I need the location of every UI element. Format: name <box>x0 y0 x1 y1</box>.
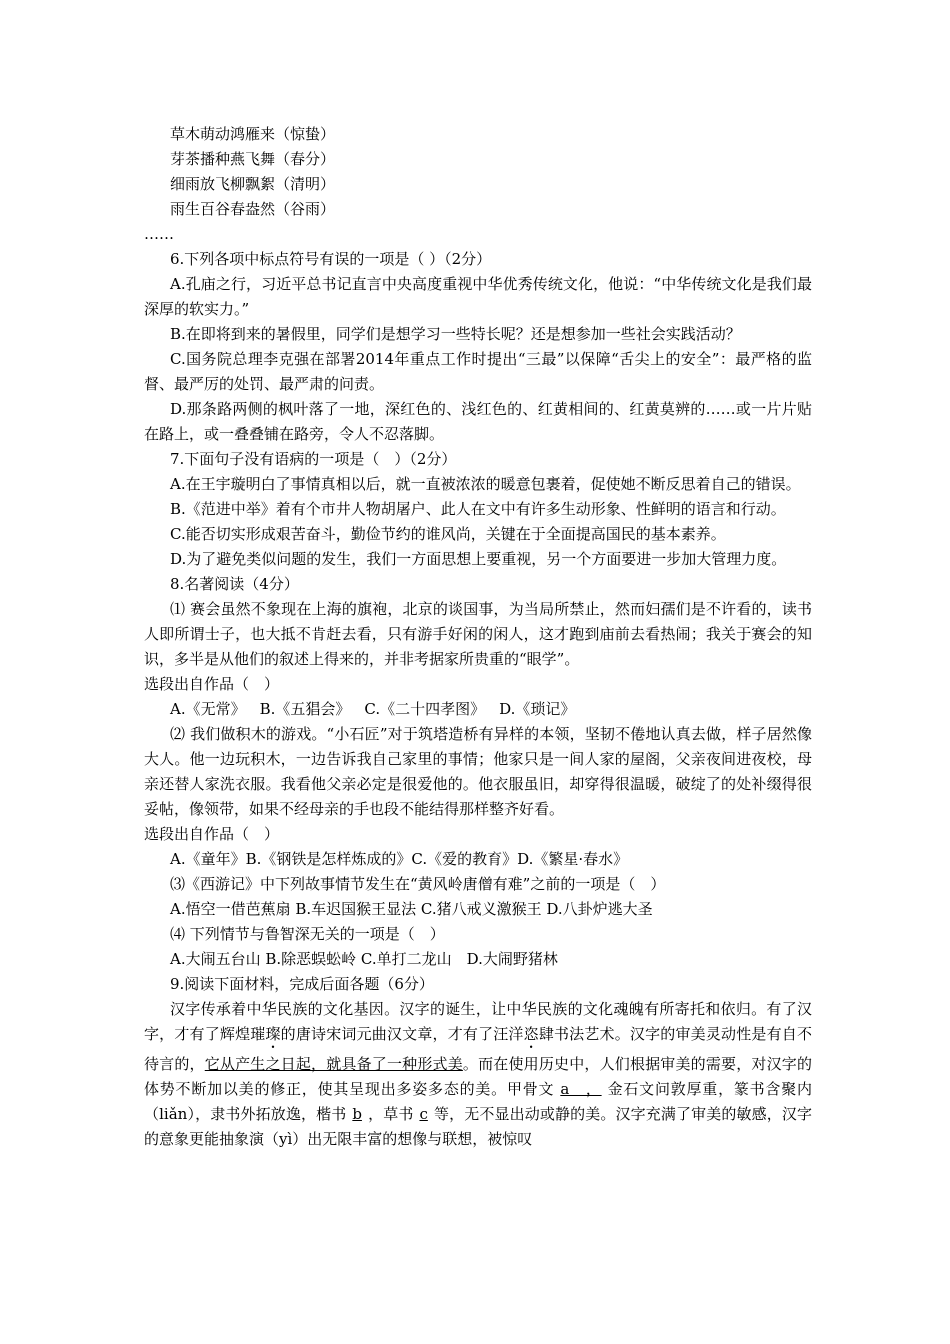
blank-b: b <box>352 1105 362 1123</box>
question-8-options-1 <box>144 697 812 722</box>
question-8-part-4: ⑷ 下列情节与鲁智深无关的一项是（ ） <box>170 925 445 943</box>
question-7-option-c: C.能否切实形成艰苦奋斗，勤俭节约的谁风尚，关键在于全面提高国民的基本素养。 <box>170 525 726 543</box>
blank-c: c <box>419 1105 428 1123</box>
question-7-option-b: B.《范进中举》着有个市井人物胡屠户、此人在文中有许多生动形象、性鲜明的语言和行动。 <box>170 500 786 518</box>
question-6-option-d: D.那条路两侧的枫叶落了一地，深红色的、浅红色的、红黄相间的、红黄莫辨的……或一片片贴在路上，或一叠叠铺在路旁，令人不忍落脚。 <box>144 400 812 443</box>
passage-text: 。而在使用历史中，人们根据审美的需要，对汉字的体势不断加以美的修正，使其呈现出多姿多态的美。甲骨文 <box>144 1055 812 1098</box>
question-7-option-d: D.为了避免类似问题的发生，我们一方面思想上要重视，另一个方面要进一步加大管理力度。 <box>170 550 787 568</box>
emphasized-char: 恣 <box>523 1025 539 1043</box>
option: D.《琐记》 <box>499 700 576 718</box>
question-6-option-a: A.孔庙之行，习近平总书记直言中央高度重视中华优秀传统文化，他说：“中华传统文化是我们最深厚的软实力。” <box>144 275 812 318</box>
underlined-sentence: 它从产生之日起，就具备了一种形式美 <box>204 1055 463 1073</box>
question-8-options-3: A.悟空一借芭蕉扇 B.车迟国猴王显法 C.猪八戒义激猴王 D.八卦炉逃大圣 <box>170 900 653 918</box>
option: A.《无常》 <box>170 700 246 718</box>
question-8-stem: 8.名著阅读（4分） <box>170 575 299 593</box>
question-6-option-b: B.在即将到来的暑假里，同学们是想学习一些特长呢？还是想参加一些社会实践活动？ <box>170 325 741 343</box>
option: B.《五猖会》 <box>259 700 351 718</box>
option: C.《二十四孝图》 <box>364 700 486 718</box>
question-9-passage <box>144 997 812 1152</box>
passage-text: 金石文问敦厚重，篆书含聚内（liǎn），隶书外拓放逸，楷书 <box>144 1080 812 1123</box>
passage-text: 等，无不显出动或静的美。汉字充满了审美的敏感，汉字的意象更能抽象演（yì）出无限丰富的想像与联想，被惊叹 <box>144 1105 812 1148</box>
question-6-option-c: C.国务院总理李克强在部署2014年重点工作时提出“三最”以保障“舌尖上的安全”：最严格的监督、最严厉的处罚、最严肃的问责。 <box>144 350 812 393</box>
question-9-stem: 9.阅读下面材料，完成后面各题（6分） <box>170 975 434 993</box>
question-8-source-1: 选段出自作品（ ） <box>144 675 280 693</box>
question-6-stem: 6.下列各项中标点符号有误的一项是（ ）（2分） <box>170 250 492 268</box>
question-8-options-4: A.大闹五台山 B.除恶蜈蚣岭 C.单打二龙山 D.大闹野猪林 <box>170 950 558 968</box>
question-8-part-3: ⑶《西游记》中下列故事情节发生在“黄风岭唐僧有难”之前的一项是（ ） <box>170 875 666 893</box>
question-7-option-a: A.在王宇璇明白了事情真相以后，就一直被浓浓的暖意包裹着，促使她不断反思着自己的错误。 <box>170 475 801 493</box>
poem-line: 雨生百谷春盎然（谷雨） <box>170 200 336 218</box>
passage-text: 肆书法艺术。汉字的审美灵动性是有自不待言的， <box>144 1025 812 1073</box>
blank-a: a ， <box>560 1080 602 1098</box>
poem-line: 草木萌动鸿雁来（惊蛰） <box>170 125 336 143</box>
passage-text: ，草书 <box>367 1105 414 1123</box>
question-8-passage-2: ⑵ 我们做积木的游戏。“小石匠”对于筑塔造桥有异样的本领，坚韧不倦地认真去做，样子居然像大人。他一边玩积木，一边告诉我自己家里的事情；他家只是一间人家的屋阁，父亲夜间进夜校，母亲还替人家洗衣服。我看他父亲必定是很爱他的。他衣服虽旧，却穿得很温暖，破绽了的处补缀得很妥帖，像领带，如果不经母亲的手也段不能结得那样整齐好看。 <box>144 725 812 818</box>
question-7-stem: 7.下面句子没有语病的一项是（ ）（2分） <box>170 450 457 468</box>
question-8-source-2: 选段出自作品（ ） <box>144 825 280 843</box>
question-8-passage-1: ⑴ 赛会虽然不象现在上海的旗袍，北京的谈国事，为当局所禁止，然而妇孺们是不许看的，读书人即所谓士子，也大抵不肯赶去看，只有游手好闲的闲人，这才跑到庙前去看热闹；我关于赛会的知识，多半是从他们的叙述上得来的，并非考据家所贵重的“眼学”。 <box>144 600 812 668</box>
question-8-options-2: A.《童年》B.《钢铁是怎样炼成的》C.《爱的教育》D.《繁星·春水》 <box>170 850 629 868</box>
passage-text: 汉字传承着中华民族的文化基因。汉字的诞生，让中华民族的文化魂魄有所寄托和依归。有了汉字，才有了辉煌璀 <box>144 1000 812 1043</box>
emphasized-char: 璨 <box>265 1025 281 1043</box>
ellipsis: …… <box>144 225 174 243</box>
passage-text: 的唐诗宋词元曲汉文章，才有了汪洋 <box>280 1025 524 1043</box>
poem-line: 细雨放飞柳飘絮（清明） <box>170 175 336 193</box>
exam-page <box>144 122 812 1152</box>
poem-line: 芽茶播种燕飞舞（春分） <box>170 150 336 168</box>
